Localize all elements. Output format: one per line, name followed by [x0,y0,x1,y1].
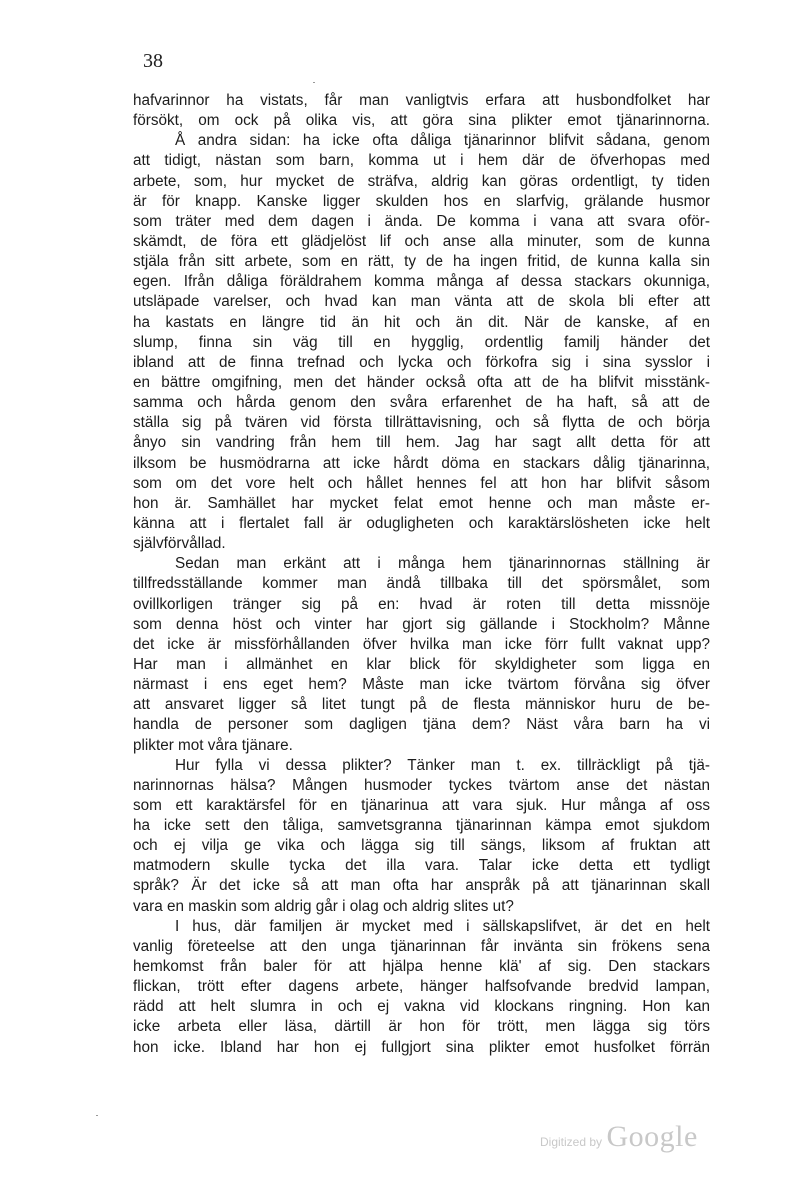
text-line: ånyo sin vandring från hem till hem. Jag har sagt allt detta för att [133,434,710,452]
text-line: icke arbeta eller läsa, därtill är hon för trött, men lägga sig törs [133,1018,710,1036]
text-line: som denna höst och vinter har gjort sig gällande i Stockholm? Månne [133,615,710,633]
text-line: flickan, trött efter dagens arbete, hänger halfsofvande bredvid lampan, [133,978,710,996]
text-line: ovillkorligen tränger sig på en: hvad är roten till detta missnöje [133,595,710,613]
text-line: I hus, där familjen är mycket med i sällskapslifvet, är det en helt [175,917,710,935]
watermark-prefix: Digitized by [540,1135,603,1149]
text-line: som om det vore helt och hållet hennes fel att hon har blifvit såsom [133,474,710,492]
page-number: 38 [143,50,163,72]
text-line: hon är. Samhället har mycket felat emot henne och man måste er- [133,494,710,512]
text-line: stjäla från sitt arbete, som en rätt, ty de ha ingen fritid, de kunna kalla sin [133,253,710,271]
text-line: som ett karaktärsfel för en tjänarinua att vara sjuk. Hur många af oss [133,796,710,814]
text-line: hafvarinnor ha vistats, får man vanligtvis erfara att husbondfolket har [133,92,710,109]
text-line: slump, finna sin väg till en hygglig, ordentlig familj händer det [133,333,710,351]
text-line: skämdt, de föra ett glädjelöst lif och anse alla minuter, som de kunna [133,232,710,250]
text-line: hemkomst från baler för att hjälpa henne klä' af sig. Den stackars [133,958,710,976]
text-line: är för knapp. Kanske ligger skulden hos en slarfvig, grälande husmor [133,192,710,210]
text-line: det icke är missförhållanden öfver hvilka man icke förr fullt vaknat upp? [133,635,710,653]
text-line: självförvållad. [133,535,226,553]
text-line: egen. Ifrån dåliga föräldrahem komma många af dessa stackars okunniga, [133,273,710,291]
text-line: ha icke sett den tåliga, samvetsgranna tjänarinnan kämpa emot sjukdom [133,817,710,835]
text-line: Hur fylla vi dessa plikter? Tänker man t. ex. tillräckligt på tjä- [175,756,710,774]
text-line: hon icke. Ibland har hon ej fullgjort sina plikter emot husfolket förrän [133,1038,710,1056]
text-line: språk? Är det icke så att man ofta har anspråk på att tjänarinnan skall [133,877,710,895]
text-line: Sedan man erkänt att i många hem tjänarinnornas ställning är [175,555,710,573]
text-line: ställa sig på tvären vid första tillrättavisning, och så flytta de och börja [133,414,710,432]
watermark-brand: Google [606,1120,698,1153]
text-line: närmast i ens eget hem? Måste man icke tvärtom förvåna sig öfver [133,676,710,694]
text-line: utsläpade varelser, och hvad kan man vänta att de skola bli efter att [133,293,710,311]
text-line: försökt, om ock på olika vis, att göra sina plikter emot tjänarinnorna. [133,112,710,130]
text-line: samma och hårda genom den svåra erfarenhet de ha haft, så att de [133,394,710,412]
text-line: och ej vilja ge vika och lägga sig till sängs, liksom af fruktan att [133,837,710,855]
text-line: att ansvaret ligger så litet tungt på de flesta människor huru de be- [133,696,710,714]
text-line: ha kastats en längre tid än hit och än dit. När de kanske, af en [133,313,710,331]
text-line: ilksom be husmödrarna att icke hårdt döma en stackars dålig tjänarinna, [133,454,710,472]
text-line: en bättre omgifning, men det händer också ofta att de ha blifvit misstänk- [133,373,710,391]
scan-speck [313,82,315,83]
text-line: känna att i flertalet fall är odugligheten och karaktärslösheten icke helt [133,514,710,532]
text-line: Å andra sidan: ha icke ofta dåliga tjänarinnor blifvit sådana, genom [175,132,710,150]
body-text [133,91,710,1058]
text-line: matmodern skulle tycka det illa vara. Talar icke detta ett tydligt [133,857,710,875]
text-line: Har man i allmänhet en klar blick för skyldigheter som ligga en [133,655,710,673]
text-line: som träter med dem dagen i ända. De komma i vana att svara oför- [133,212,710,230]
text-line: vara en maskin som aldrig går i olag och aldrig slites ut? [133,897,514,915]
text-line: plikter mot våra tjänare. [133,736,293,754]
text-line: arbete, som, hur mycket de sträfva, aldrig kan göras ordentligt, ty tiden [133,172,710,190]
text-line: ibland att de finna trefnad och lycka och förkofra sig i sina sysslor i [133,353,710,371]
text-line: narinnornas hälsa? Mången husmoder tyckes tvärtom anse det nästan [133,776,710,794]
scan-speck [96,1115,98,1116]
text-line: handla de personer som dagligen tjäna dem? Näst våra barn ha vi [133,716,710,734]
text-line: rädd att helt slumra in och ej vakna vid klockans ringning. Hon kan [133,998,710,1016]
google-watermark [540,1120,698,1154]
text-line: vanlig företeelse att den unga tjänarinnan får invänta sin frökens sena [133,937,710,955]
text-line: tillfredsställande kommer man ändå tillbaka till det spörsmålet, som [133,575,710,593]
text-line: att tidigt, nästan som barn, komma ut i hem där de öfverhopas med [133,152,710,170]
